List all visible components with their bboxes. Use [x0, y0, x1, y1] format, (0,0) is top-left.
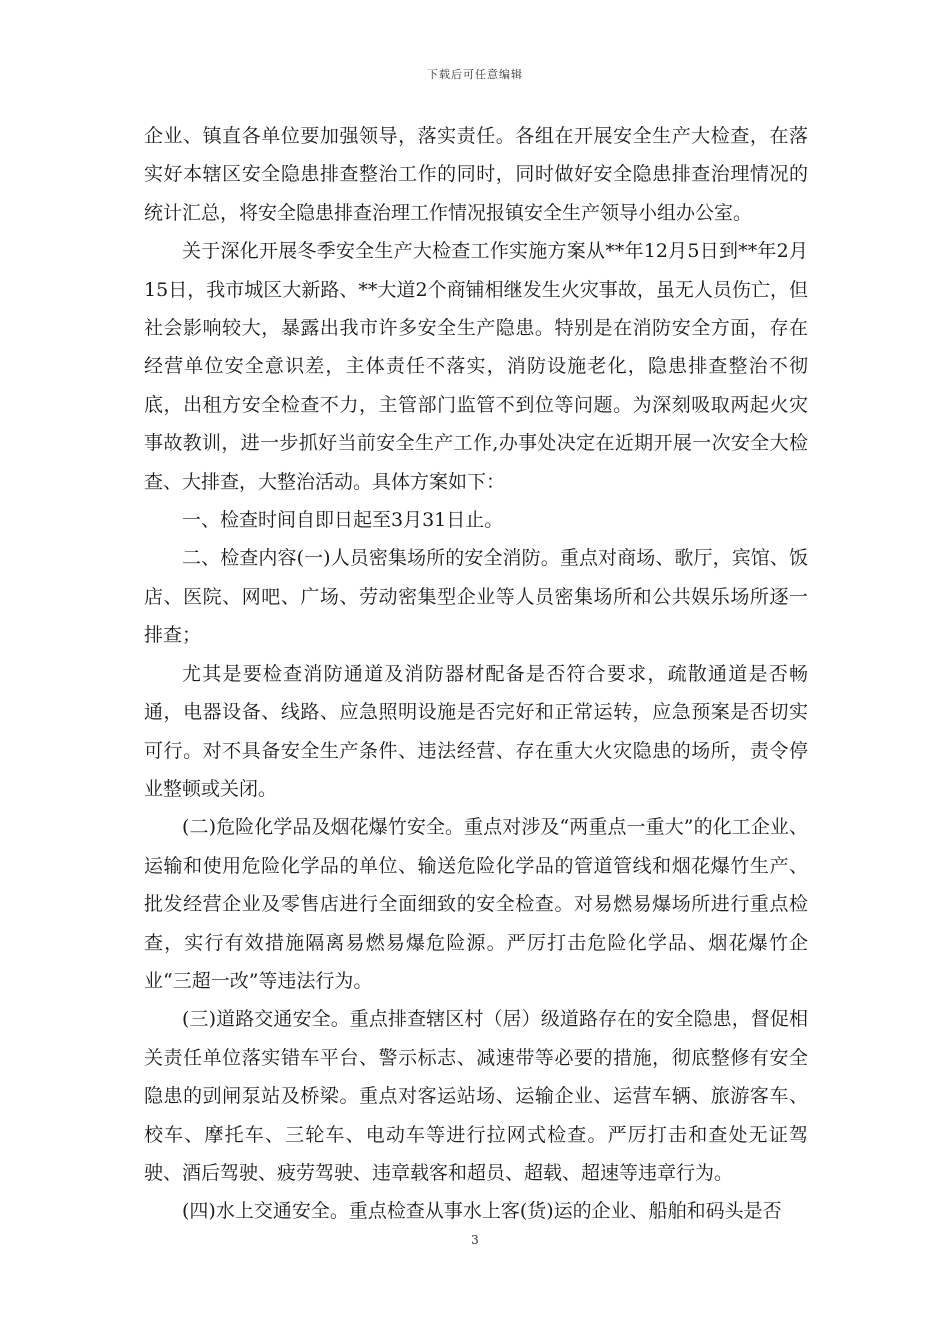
- paragraph-road-traffic: (三)道路交通安全。重点排查辖区村（居）级道路存在的安全隐患，督促相关责任单位落实错车平台、警示标志、减速带等必要的措施，彻底整修有安全隐患的剅闸泵站及桥梁。重点对客运站场、运输企业、运营车辆、旅游客车、校车、摩托车、三轮车、电动车等进行拉网式检查。严厉打击和查处无证驾驶、酒后驾驶、疲劳驾驶、违章载客和超员、超载、超速等违章行为。: [144, 1008, 808, 1184]
- paragraph-hazardous-chemicals: (二)危险化学品及烟花爆竹安全。重点对涉及“两重点一重大”的化工企业、运输和使用危险化学品的单位、输送危险化学品的管道管线和烟花爆竹生产、批发经营企业及零售店进行全面细致的安全检查。对易燃易爆场所进行重点检查，实行有效措施隔离易燃易爆危险源。严厉打击危险化学品、烟花爆竹企业“三超一改”等违法行为。: [144, 816, 808, 992]
- paragraph-inspection-content: 二、检查内容(一)人员密集场所的安全消防。重点对商场、歌厅，宾馆、饭店、医院、网吧、广场、劳动密集型企业等人员密集场所和公共娱乐场所逐一排查；: [144, 547, 808, 647]
- paragraph-water-traffic: (四)水上交通安全。重点检查从事水上客(货)运的企业、船舶和码头是否: [182, 1200, 782, 1223]
- paragraph-fire-safety: 尤其是要检查消防通道及消防器材配备是否符合要求，疏散通道是否畅通，电器设备、线路、应急照明设施是否完好和正常运转，应急预案是否切实可行。对不具备安全生产条件、违法经营、存在重大火灾隐患的场所，责令停业整顿或关闭。: [144, 662, 808, 800]
- page-header: 下载后可任意编辑: [427, 68, 523, 81]
- paragraph-inspection-time: 一、检查时间自即日起至3月31日止。: [182, 509, 504, 532]
- document-body: [144, 117, 808, 1231]
- paragraph-intro: 关于深化开展冬季安全生产大检查工作实施方案从**年12月5日到**年2月15日，我市城区大新路、**大道2个商铺相继发生火灾事故，虽无人员伤亡，但社会影响较大，暴露出我市许多安全生产隐患。特别是在消防安全方面，存在经营单位安全意识差，主体责任不落实，消防设施老化，隐患排查整治不彻底，出租方安全检查不力，主管部门监管不到位等问题。为深刻吸取两起火灾事故教训，进一步抓好当前安全生产工作,办事处决定在近期开展一次安全大检查、大排查，大整治活动。具体方案如下：: [144, 240, 808, 493]
- paragraph-continuation: 企业、镇直各单位要加强领导，落实责任。各组在开展安全生产大检查，在落实好本辖区安全隐患排查整治工作的同时，同时做好安全隐患排查治理情况的统计汇总，将安全隐患排查治理工作情况报镇安全生产领导小组办公室。: [144, 125, 808, 224]
- page-number: 3: [471, 1233, 479, 1247]
